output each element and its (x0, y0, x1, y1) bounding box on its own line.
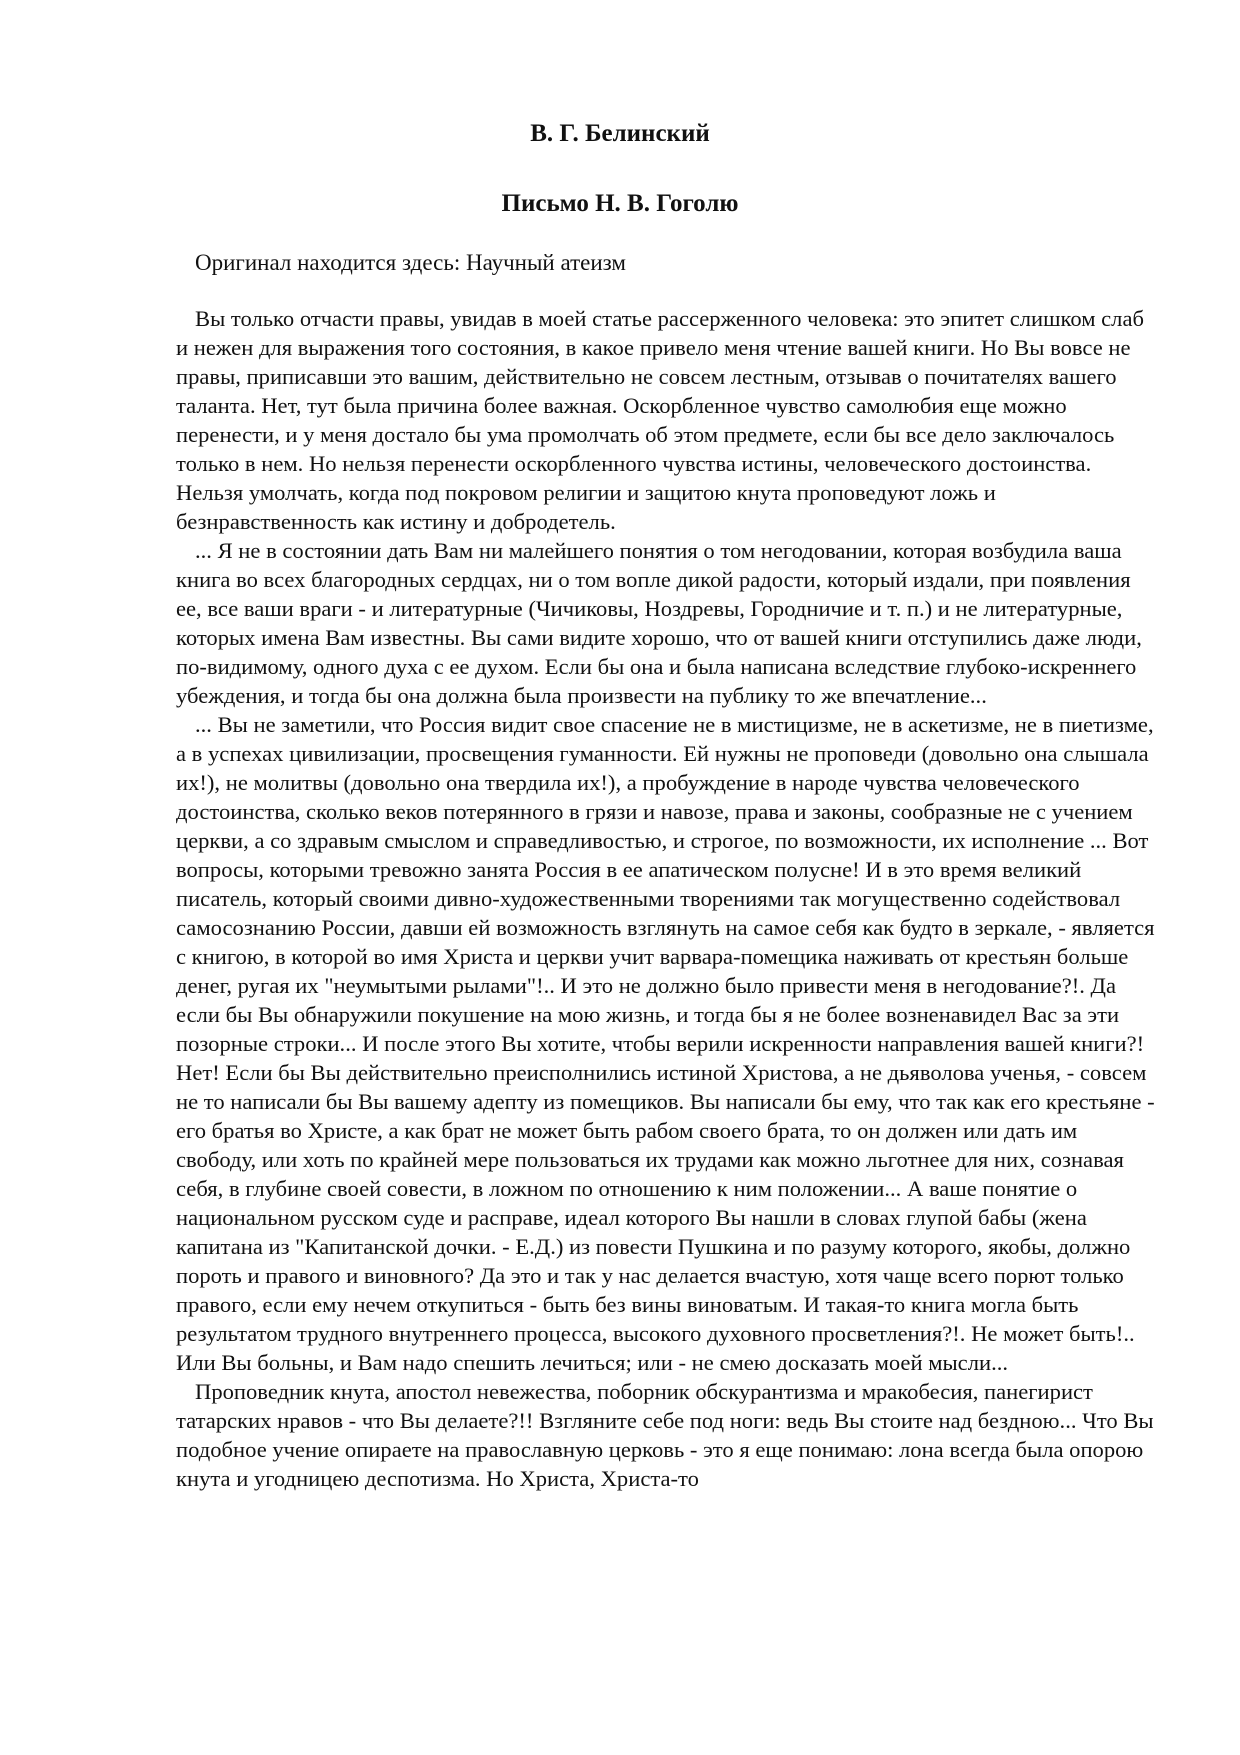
paragraph: ... Вы не заметили, что Россия видит свое спасение не в мистицизме, не в аскетизме, не в пиетизме, а в успехах цивилизации, просвещения гуманности. Ей нужны не проповеди (довольно она слышала их!), не молитвы (довольно она твердила их!), а пробуждение в народе чувства человеческого достоинства, сколько веков потерянного в грязи и навозе, права и законы, сообразные не с учением церкви, а со здравым смыслом и справедливостью, и строгое, по возможности, их исполнение ... Вот вопросы, которыми тревожно занята Россия в ее апатическом полусне! И в это время великий писатель, который своими дивно-художественными творениями так могущественно содействовал самосознанию России, давши ей возможность взглянуть на самое себя как будто в зеркале, - является с книгою, в которой во имя Христа и церкви учит варвара-помещика наживать от крестьян больше денег, ругая их "неумытыми рылами"!.. И это не должно было привести меня в негодование?!. Да если бы Вы обнаружили покушение на мою жизнь, и тогда бы я не более возненавидел Вас за эти позорные строки... И после этого Вы хотите, чтобы верили искренности направления вашей книги?! Нет! Если бы Вы действительно преисполнились истиной Христова, а не дьяволова ученья, - совсем не то написали бы Вы вашему адепту из помещиков. Вы написали бы ему, что так как его крестьяне - его братья во Христе, а как брат не может быть рабом своего брата, то он должен или дать им свободу, или хоть по крайней мере пользоваться их трудами как можно льготнее для них, сознавая себя, в глубине своей совести, в ложном по отношению к ним положении... А ваше понятие о национальном русском суде и расправе, идеал которого Вы нашли в словах глупой бабы (жена капитана из "Капитанской дочки. - Е.Д.) из повести Пушкина и по разуму которого, якобы, должно пороть и правого и виновного? Да это и так у нас делается вчастую, хотя чаще всего порют только правого, если ему нечем откупиться - быть без вины виноватым. И такая-то книга могла быть результатом трудного внутреннего процесса, высокого духовного просветления?!. Не может быть!.. Или Вы больны, и Вам надо спешить лечиться; или - не смею досказать моей мысли... (176, 712, 1155, 1375)
author-heading: В. Г. Белинский (530, 120, 710, 147)
letter-body (176, 304, 1156, 1493)
letter-title: Письмо Н. В. Гоголю (501, 190, 739, 217)
paragraph: Вы только отчасти правы, увидав в моей статье рассерженного человека: это эпитет слишком слаб и нежен для выражения того состояния, в какое привело меня чтение вашей книги. Но Вы вовсе не правы, приписавши это вашим, действительно не совсем лестным, отзывав о почитателях вашего таланта. Нет, тут была причина более важная. Оскорбленное чувство самолюбия еще можно перенести, и у меня достало бы ума промолчать об этом предмете, если бы все дело заключалось только в нем. Но нельзя перенести оскорбленного чувства истины, человеческого достоинства. Нельзя умолчать, когда под покровом религии и защитою кнута проповедуют ложь и безнравственность как истину и добродетель. (176, 306, 1144, 534)
paragraph: Проповедник кнута, апостол невежества, поборник обскурантизма и мракобесия, панегирист татарских нравов - что Вы делаете?!! Взгляните себе под ноги: ведь Вы стоите над бездною... Что Вы подобное учение опираете на православную церковь - это я еще понимаю: лона всегда была опорою кнута и угодницею деспотизма. Но Христа, Христа-то (176, 1379, 1154, 1491)
source-note: Оригинал находится здесь: Научный атеизм (195, 250, 626, 275)
paragraph: ... Я не в состоянии дать Вам ни малейшего понятия о том негодовании, которая возбудила ваша книга во всех благородных сердцах, ни о том вопле дикой радости, который издали, при появления ее, все ваши враги - и литературные (Чичиковы, Ноздревы, Городничие и т. п.) и не литературные, которых имена Вам известны. Вы сами видите хорошо, что от вашей книги отступились даже люди, по-видимому, одного духа с ее духом. Если бы она и была написана вследствие глубоко-искреннего убеждения, и тогда бы она должна была произвести на публику то же впечатление... (176, 538, 1142, 708)
